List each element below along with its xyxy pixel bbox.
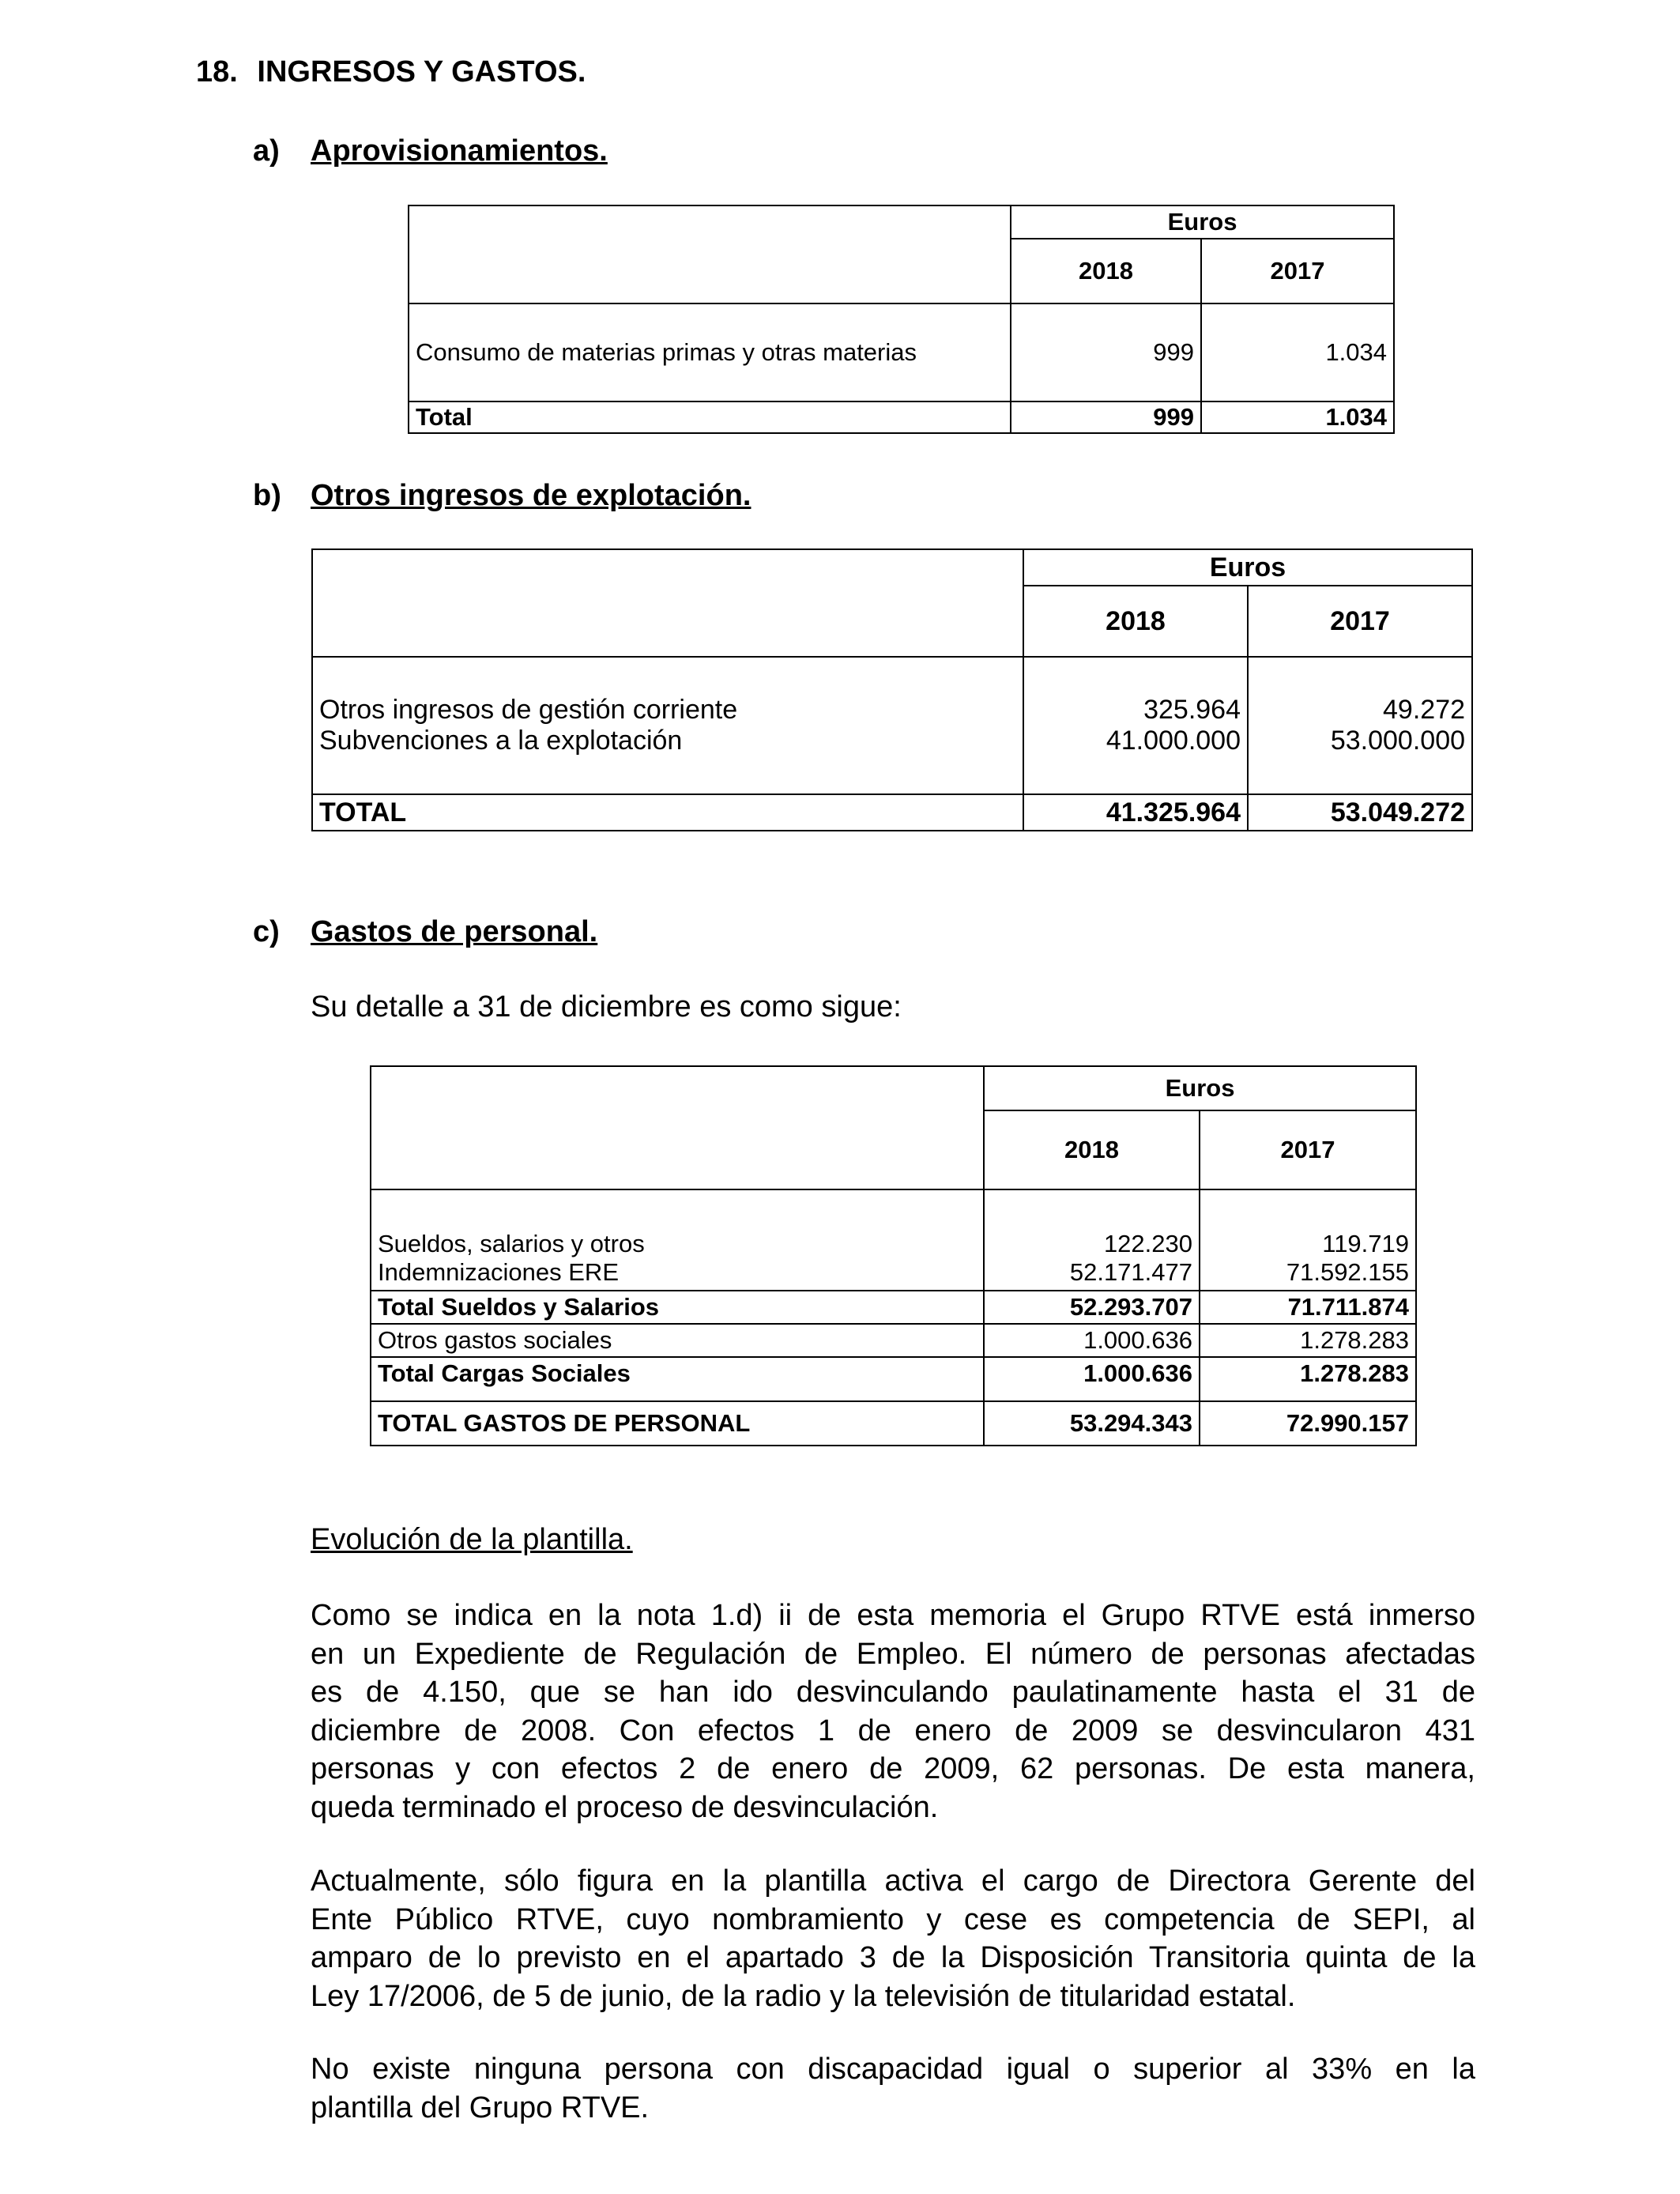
table-subtotal-row	[371, 1291, 1416, 1324]
table-header-year-2017: 2017	[1248, 586, 1472, 657]
paragraph-line: es de 4.150, que se han ido desvinculando paulatinamente hasta el 31 de	[311, 1676, 1475, 1709]
subtotal-value-2017: 71.711.874	[1200, 1291, 1416, 1324]
evolucion-paragraph-1	[311, 1596, 1475, 1826]
row-value-2018: 325.964	[1143, 695, 1241, 725]
row-value-2017: 53.000.000	[1330, 726, 1466, 756]
section-heading	[196, 57, 586, 87]
row-value-2017: 1.278.283	[1200, 1324, 1416, 1357]
table-total-row	[312, 794, 1472, 831]
subsection-a-letter: a)	[253, 134, 280, 168]
table-header-euros: Euros	[1011, 205, 1394, 239]
subtotal-label: Total Cargas Sociales	[371, 1357, 984, 1401]
row-value-2017: 71.592.155	[1286, 1258, 1410, 1286]
total-label: Total	[409, 401, 1011, 433]
row-label: Indemnizaciones ERE	[378, 1258, 619, 1286]
table-row	[312, 657, 1472, 794]
row-label: Subvenciones a la explotación	[319, 726, 683, 756]
paragraph-line: Como se indica en la nota 1.d) ii de esta memoria el Grupo RTVE está inmerso	[311, 1599, 1475, 1632]
section-title: INGRESOS Y GASTOS.	[257, 55, 586, 89]
evolucion-paragraph-2	[311, 1862, 1475, 2015]
row-value-2018: 999	[1011, 303, 1201, 401]
total-label: TOTAL	[312, 794, 1023, 831]
total-value-2017: 1.034	[1201, 401, 1394, 433]
row-value-2018: 52.171.477	[1069, 1258, 1192, 1286]
evolucion-title: Evolución de la plantilla.	[311, 1523, 633, 1556]
row-value-2018: 41.000.000	[1106, 726, 1241, 756]
total-value-2017: 72.990.157	[1200, 1401, 1416, 1446]
total-value-2018: 53.294.343	[984, 1401, 1200, 1446]
row-value-2017: 119.719	[1322, 1230, 1410, 1257]
table-row	[371, 1324, 1416, 1357]
subsection-c-title: Gastos de personal.	[311, 915, 598, 948]
row-label: Otros ingresos de gestión corriente	[319, 695, 738, 725]
paragraph-line: en un Expediente de Regulación de Empleo. El número de personas afectadas	[311, 1637, 1475, 1671]
paragraph-line: queda terminado el proceso de desvinculación.	[311, 1790, 939, 1824]
subtotal-label: Total Sueldos y Salarios	[371, 1291, 984, 1324]
table-subtotal-row	[371, 1357, 1416, 1401]
subtotal-value-2017: 1.278.283	[1200, 1357, 1416, 1401]
row-label: Otros gastos sociales	[371, 1324, 984, 1357]
table-header-blank	[371, 1066, 984, 1189]
paragraph-line: diciembre de 2008. Con efectos 1 de enero de 2009 se desvincularon 431	[311, 1713, 1475, 1747]
table-header-blank	[409, 205, 1011, 303]
table-total-row	[371, 1401, 1416, 1446]
row-value-2017: 1.034	[1201, 303, 1394, 401]
subtotal-value-2018: 1.000.636	[984, 1357, 1200, 1401]
subsection-b-title: Otros ingresos de explotación.	[311, 479, 751, 512]
table-row	[409, 303, 1394, 401]
section-number: 18.	[196, 55, 238, 89]
table-header-year-2018: 2018	[1011, 239, 1201, 303]
row-value-2017: 49.272	[1383, 695, 1466, 725]
evolucion-paragraph-3	[311, 2050, 1475, 2127]
paragraph-line: Ente Público RTVE, cuyo nombramiento y cese es competencia de SEPI, al	[311, 1902, 1475, 1936]
paragraph-line: Ley 17/2006, de 5 de junio, de la radio y la televisión de titularidad estatal.	[311, 1979, 1296, 2013]
table-header-blank	[312, 549, 1023, 657]
subsection-c-letter: c)	[253, 915, 280, 948]
total-value-2018: 41.325.964	[1023, 794, 1248, 831]
paragraph-line: amparo de lo previsto en el apartado 3 de la Disposición Transitoria quinta de la	[311, 1941, 1475, 1974]
subtotal-value-2018: 52.293.707	[984, 1291, 1200, 1324]
table-otros-ingresos	[311, 548, 1473, 831]
row-label: Consumo de materias primas y otras materias	[409, 303, 1011, 401]
row-value-2018: 122.230	[1103, 1230, 1192, 1257]
table-header-year-2017: 2017	[1201, 239, 1394, 303]
paragraph-line: No existe ninguna persona con discapacidad igual o superior al 33% en la	[311, 2053, 1475, 2086]
total-value-2017: 53.049.272	[1248, 794, 1472, 831]
table-header-euros: Euros	[1023, 549, 1472, 586]
subsection-a-title: Aprovisionamientos.	[311, 134, 608, 168]
table-gastos-personal	[370, 1065, 1417, 1446]
total-label: TOTAL GASTOS DE PERSONAL	[371, 1401, 984, 1446]
table-aprovisionamientos	[408, 205, 1395, 434]
table-row	[371, 1189, 1416, 1291]
paragraph-line: personas y con efectos 2 de enero de 2009, 62 personas. De esta manera,	[311, 1752, 1475, 1785]
table-header-year-2017: 2017	[1200, 1110, 1416, 1189]
table-total-row	[409, 401, 1394, 433]
total-value-2018: 999	[1011, 401, 1201, 433]
subsection-c-intro: Su detalle a 31 de diciembre es como sigue:	[311, 990, 902, 1023]
row-label: Sueldos, salarios y otros	[378, 1230, 645, 1257]
table-header-year-2018: 2018	[1023, 586, 1248, 657]
paragraph-line: Actualmente, sólo figura en la plantilla activa el cargo de Directora Gerente del	[311, 1864, 1475, 1898]
row-value-2018: 1.000.636	[984, 1324, 1200, 1357]
table-header-euros: Euros	[984, 1066, 1416, 1110]
paragraph-line: plantilla del Grupo RTVE.	[311, 2090, 650, 2124]
subsection-b-letter: b)	[253, 479, 281, 512]
table-header-year-2018: 2018	[984, 1110, 1200, 1189]
